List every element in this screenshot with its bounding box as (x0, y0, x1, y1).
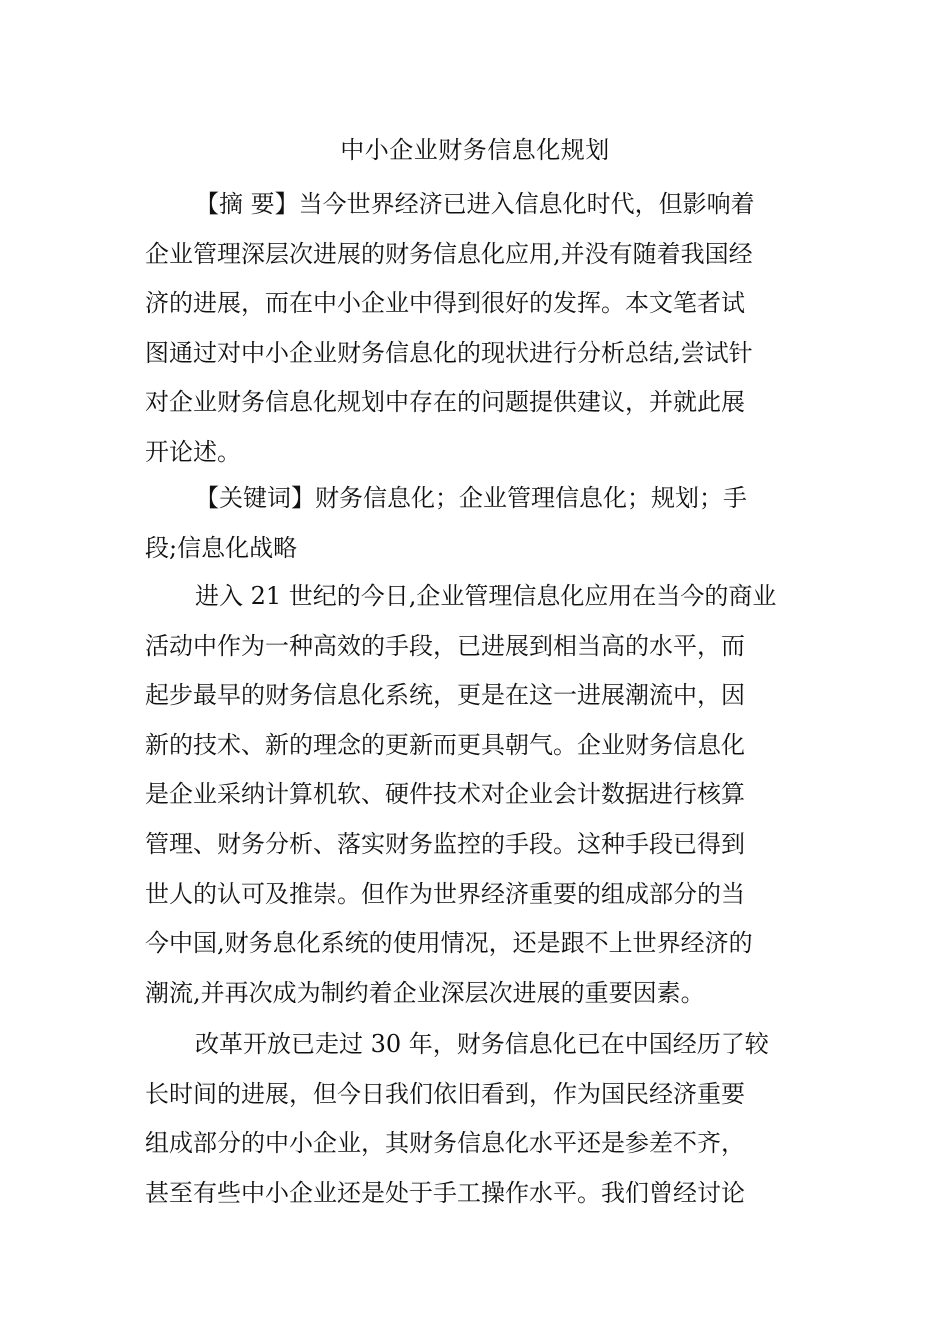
paragraph-line: 世人的认可及推崇。但作为世界经济重要的组成部分的当 (145, 879, 745, 908)
abstract-line: 【摘 要】当今世界经济已进入信息化时代，但影响着 (195, 190, 755, 218)
keywords-paragraph (145, 474, 805, 573)
keywords-line: 【关键词】财务信息化；企业管理信息化；规划；手 (195, 484, 747, 512)
body-paragraph-1 (145, 572, 805, 1018)
document-title: 中小企业财务信息化规划 (340, 136, 610, 164)
paragraph-line: 是企业采纳计算机软、硬件技术对企业会计数据进行核算 (145, 780, 745, 809)
paragraph-line: 今中国,财务息化系统的使用情况，还是跟不上世界经济的 (145, 929, 753, 958)
paragraph-line: 管理、财务分析、落实财务监控的手段。这种手段已得到 (145, 829, 745, 858)
abstract-line: 对企业财务信息化规划中存在的问题提供建议，并就此展 (145, 388, 745, 417)
abstract-line: 企业管理深层次进展的财务信息化应用,并没有随着我国经 (145, 239, 753, 268)
abstract-paragraph (145, 180, 805, 478)
keywords-line: 段;信息化战略 (145, 533, 298, 562)
paragraph-line: 潮流,并再次成为制约着企业深层次进展的重要因素。 (145, 978, 705, 1007)
paragraph-line: 起步最早的财务信息化系统，更是在这一进展潮流中，因 (145, 681, 745, 710)
abstract-line: 济的进展，而在中小企业中得到很好的发挥。本文笔者试 (145, 289, 745, 318)
paragraph-line: 甚至有些中小企业还是处于手工操作水平。我们曾经讨论 (145, 1178, 745, 1207)
paragraph-line: 改革开放已走过 30 年，财务信息化已在中国经历了较 (195, 1030, 769, 1058)
paragraph-line: 组成部分的中小企业，其财务信息化水平还是参差不齐， (145, 1129, 745, 1158)
paragraph-line: 活动中作为一种高效的手段，已进展到相当高的水平，而 (145, 631, 745, 660)
paragraph-line: 长时间的进展，但今日我们依旧看到，作为国民经济重要 (145, 1079, 745, 1108)
body-paragraph-2 (145, 1020, 805, 1218)
abstract-line: 图通过对中小企业财务信息化的现状进行分析总结,尝试针 (145, 338, 753, 367)
paragraph-line: 进入 21 世纪的今日,企业管理信息化应用在当今的商业 (195, 582, 777, 610)
paragraph-line: 新的技术、新的理念的更新而更具朝气。企业财务信息化 (145, 730, 745, 759)
abstract-line: 开论述。 (145, 437, 241, 466)
